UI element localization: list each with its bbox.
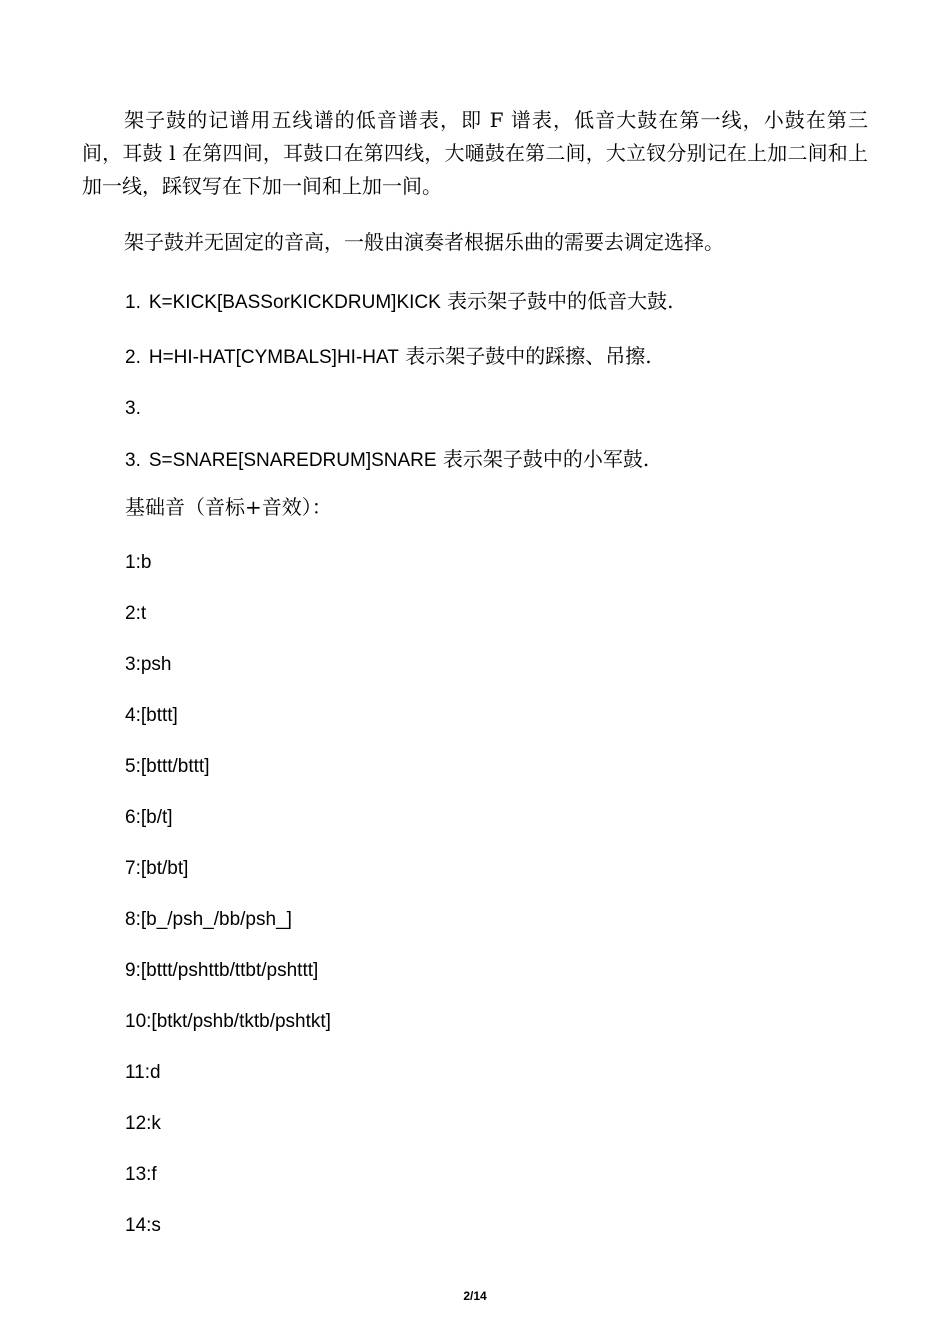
section-heading-text: 基础音（音标+音效）： (125, 495, 332, 519)
sound-item: 13:f (125, 1164, 157, 1185)
list-term: H=HI-HAT[CYMBALS]HI-HAT (148, 347, 399, 368)
list-number: 1. (125, 292, 141, 313)
sound-item: 5:[bttt/bttt] (125, 756, 210, 777)
list-description: 表示架子鼓中的小军鼓. (436, 447, 650, 471)
sound-item: 14:s (125, 1215, 161, 1236)
sound-item: 4:[bttt] (125, 705, 178, 726)
list-item (125, 447, 649, 473)
list-item (125, 395, 149, 421)
paragraph-pitch: 架子鼓并无固定的音高，一般由演奏者根据乐曲的需要去调定选择。 (124, 230, 724, 254)
sound-item: 3:psh (125, 654, 172, 675)
page-indicator: 2/14 (463, 1289, 487, 1303)
sound-item: 10:[btkt/pshb/tktb/pshtkt] (125, 1011, 331, 1032)
paragraph-notation: 架子鼓的记谱用五线谱的低音谱表，即 F 谱表，低音大鼓在第一线，小鼓在第三间，耳鼓 l 在第四间，耳鼓口在第四线，大嗵鼓在第二间，大立钗分别记在上加二间和上加一线，踩钗写在下加一间和上加一间。 (82, 108, 868, 198)
list-term: K=KICK[BASSorKICKDRUM]KICK (148, 292, 441, 313)
list-item (125, 289, 674, 315)
list-description: 表示架子鼓中的低音大鼓. (440, 289, 674, 313)
list-term: S=SNARE[SNAREDRUM]SNARE (148, 450, 437, 471)
sound-item: 6:[b/t] (125, 807, 173, 828)
sound-item: 12:k (125, 1113, 161, 1134)
sound-item: 11:d (125, 1062, 161, 1083)
list-number: 2. (125, 347, 141, 368)
sound-item: 8:[b_/psh_/bb/psh_] (125, 909, 292, 930)
list-number: 3. (125, 398, 141, 419)
list-description: 表示架子鼓中的踩擦、吊擦. (398, 344, 652, 368)
list-number: 3. (125, 450, 141, 471)
sound-item: 1:b (125, 552, 152, 573)
section-heading (125, 495, 332, 521)
list-item (125, 344, 652, 370)
sound-item: 9:[bttt/pshttb/ttbt/pshttt] (125, 960, 319, 981)
sound-item: 2:t (125, 603, 147, 624)
sound-item: 7:[bt/bt] (125, 858, 189, 879)
